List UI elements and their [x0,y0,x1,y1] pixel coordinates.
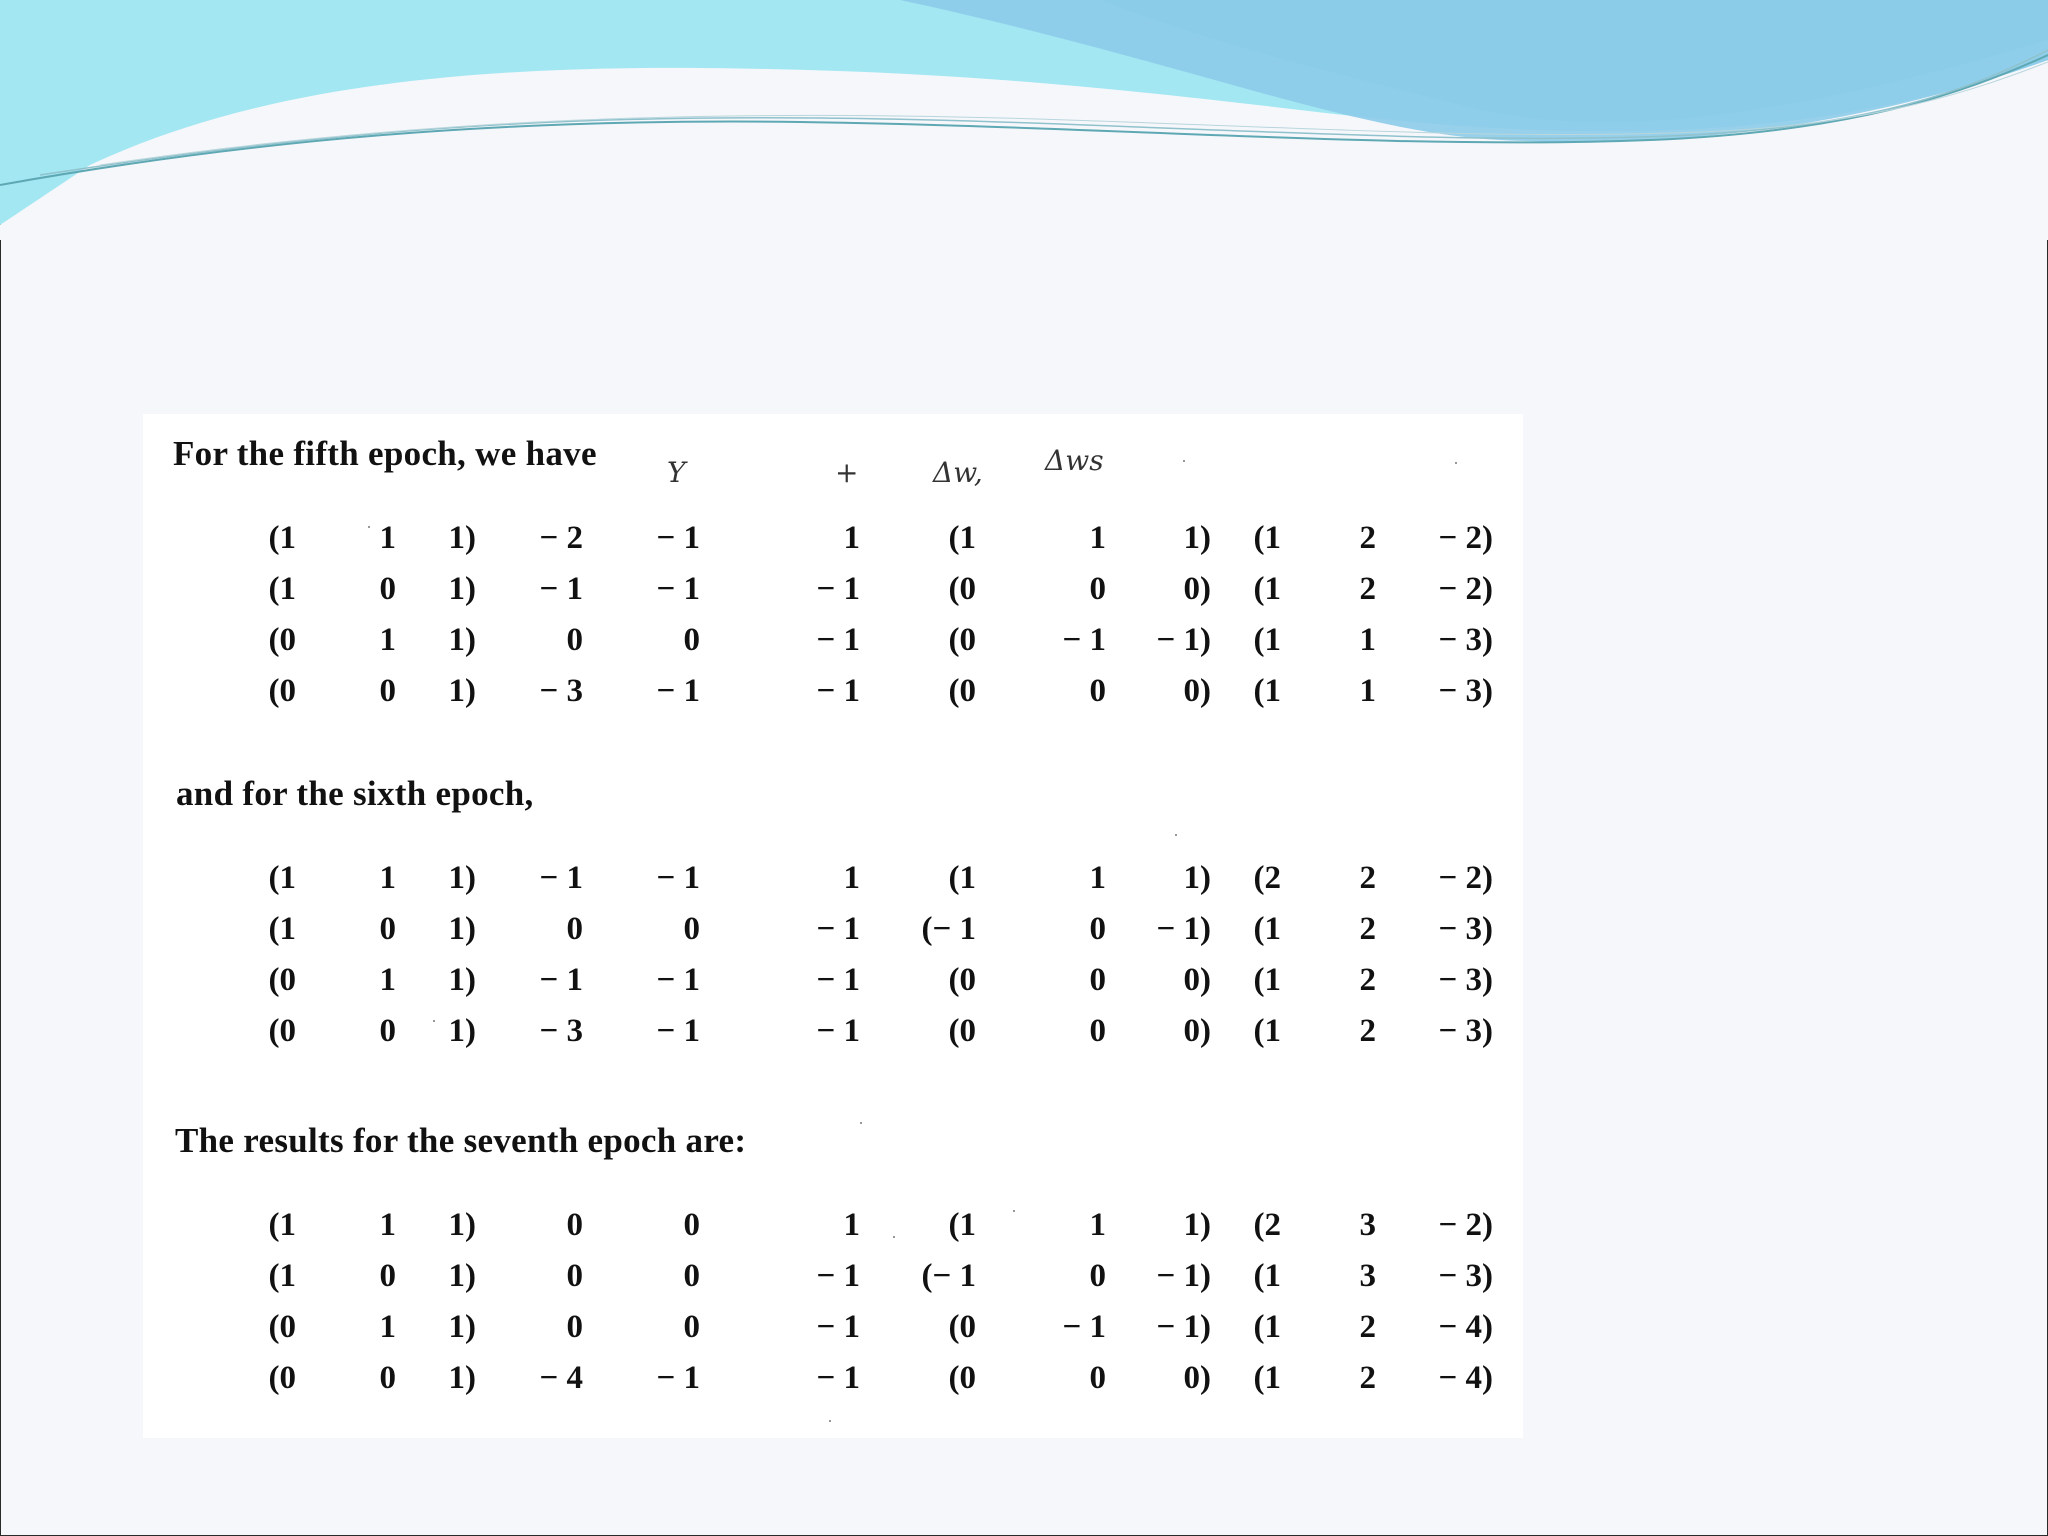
table-cell: 2 [1359,571,1376,607]
table-cell: 1) [448,911,476,947]
table-cell: − 1 [539,571,583,607]
table-cell: 2 [1359,860,1376,896]
table-cell: (1 [1253,911,1281,947]
table-cell: − 3 [539,1013,583,1049]
table-cell: − 1 [539,860,583,896]
table-cell: − 3) [1438,622,1493,658]
table-cell: (0 [948,571,976,607]
table-cell: 1) [448,860,476,896]
handwritten-annotation: Δws [1045,444,1104,477]
table-cell: − 4) [1438,1360,1493,1396]
table-cell: − 3 [539,673,583,709]
table-cell: 3 [1359,1258,1376,1294]
table-cell: − 2) [1438,571,1493,607]
table-cell: (0 [948,1013,976,1049]
table-cell: 1) [448,1207,476,1243]
table-cell: − 3) [1438,962,1493,998]
table-cell: − 3) [1438,911,1493,947]
table-cell: 1 [1089,520,1106,556]
table-cell: − 1 [816,1258,860,1294]
table-cell: (0 [948,673,976,709]
table-cell: (1 [268,1207,296,1243]
table-cell: 0 [566,1309,583,1345]
table-cell: − 1 [656,1013,700,1049]
table-cell: − 1 [656,520,700,556]
table-cell: − 1) [1156,622,1211,658]
table-cell: − 4) [1438,1309,1493,1345]
header-wave-decoration [0,0,2048,240]
table-cell: 0 [379,1360,396,1396]
table-cell: 0 [1089,911,1106,947]
table-cell: (1 [1253,1013,1281,1049]
table-cell: 1) [448,1013,476,1049]
table-cell: 1) [448,622,476,658]
table-cell: − 4 [539,1360,583,1396]
scan-speck [368,526,370,528]
table-cell: (1 [948,520,976,556]
table-cell: (0 [948,622,976,658]
table-cell: − 1 [656,571,700,607]
table-cell: 0 [379,571,396,607]
table-cell: 0 [1089,1258,1106,1294]
table-cell: 1 [1359,622,1376,658]
table-cell: 0 [1089,1360,1106,1396]
table-cell: 1 [1089,860,1106,896]
table-cell: 1 [1089,1207,1106,1243]
table-cell: 2 [1359,1013,1376,1049]
table-cell: − 1) [1156,1309,1211,1345]
table-cell: (1 [1253,673,1281,709]
table-cell: 1) [1183,860,1211,896]
handwritten-annotation: Y [667,456,686,489]
table-cell: 0 [1089,1013,1106,1049]
table-cell: 1) [1183,520,1211,556]
scan-speck [433,1020,435,1022]
table-cell: (1 [1253,520,1281,556]
table-cell: − 1 [539,962,583,998]
table-cell: (0 [268,1360,296,1396]
table-cell: 0 [379,1013,396,1049]
table-cell: − 1) [1156,1258,1211,1294]
scan-speck [860,1122,862,1124]
table-cell: 1) [448,1309,476,1345]
table-cell: 0) [1183,571,1211,607]
table-cell: 3 [1359,1207,1376,1243]
table-cell: 2 [1359,520,1376,556]
table-cell: − 1) [1156,911,1211,947]
table-cell: (1 [1253,571,1281,607]
table-cell: 1 [379,1309,396,1345]
table-cell: (1 [1253,962,1281,998]
handwritten-annotation: + [835,456,859,489]
table-cell: 1) [448,1258,476,1294]
table-cell: (0 [268,1013,296,1049]
table-cell: 0 [683,1207,700,1243]
table-cell: (− 1 [921,911,976,947]
table-cell: − 1 [1062,622,1106,658]
table-cell: 1 [379,622,396,658]
table-cell: − 1 [816,1013,860,1049]
heading-seventh-epoch: The results for the seventh epoch are: [175,1121,747,1160]
table-cell: − 1 [656,673,700,709]
table-cell: (2 [1253,860,1281,896]
table-cell: 0 [683,1309,700,1345]
table-cell: − 2) [1438,520,1493,556]
table-cell: (0 [268,1309,296,1345]
table-cell: − 1 [816,1309,860,1345]
table-cell: − 2) [1438,1207,1493,1243]
scan-speck [1175,834,1177,836]
table-cell: (1 [1253,1258,1281,1294]
table-cell: (0 [268,673,296,709]
table-cell: 2 [1359,1360,1376,1396]
table-cell: − 1 [1062,1309,1106,1345]
table-cell: 1 [1359,673,1376,709]
table-cell: 1) [448,673,476,709]
table-cell: (1 [948,860,976,896]
scan-speck [829,1420,831,1422]
table-cell: (0 [948,962,976,998]
table-cell: 1) [448,571,476,607]
table-cell: (1 [268,520,296,556]
scan-speck [893,1236,895,1238]
table-cell: − 1 [656,860,700,896]
scan-speck [1013,1210,1015,1212]
table-cell: 0 [379,673,396,709]
table-cell: − 1 [656,1360,700,1396]
table-cell: − 2) [1438,860,1493,896]
table-cell: 0 [683,1258,700,1294]
table-cell: (1 [268,571,296,607]
table-cell: 1 [843,520,860,556]
table-cell: (0 [948,1360,976,1396]
table-cell: 0 [566,1258,583,1294]
table-cell: 1) [448,1360,476,1396]
table-cell: 1 [843,860,860,896]
table-cell: − 1 [816,673,860,709]
heading-fifth-epoch: For the fifth epoch, we have [173,434,597,473]
table-cell: 1 [379,962,396,998]
table-cell: − 1 [656,962,700,998]
table-cell: − 1 [816,571,860,607]
table-cell: (1 [948,1207,976,1243]
table-cell: 2 [1359,911,1376,947]
table-cell: 1 [379,860,396,896]
scanned-page [143,414,1523,1438]
table-cell: (0 [268,622,296,658]
table-cell: 0) [1183,1013,1211,1049]
table-cell: 0 [1089,962,1106,998]
table-cell: − 1 [816,622,860,658]
table-cell: (1 [268,860,296,896]
table-cell: − 2 [539,520,583,556]
table-cell: (1 [268,1258,296,1294]
table-cell: 0 [566,1207,583,1243]
table-cell: 1 [843,1207,860,1243]
table-cell: (2 [1253,1207,1281,1243]
table-cell: − 3) [1438,673,1493,709]
table-cell: 0 [683,911,700,947]
table-cell: 0 [683,622,700,658]
table-cell: − 1 [816,1360,860,1396]
table-cell: 1 [379,520,396,556]
table-cell: 1) [448,520,476,556]
table-cell: − 1 [816,962,860,998]
table-cell: 1) [1183,1207,1211,1243]
table-cell: (− 1 [921,1258,976,1294]
table-cell: (0 [948,1309,976,1345]
table-cell: 2 [1359,1309,1376,1345]
table-cell: − 1 [816,911,860,947]
table-cell: 0) [1183,673,1211,709]
table-cell: (0 [268,962,296,998]
table-cell: 0 [1089,673,1106,709]
table-cell: 0 [1089,571,1106,607]
table-cell: 0 [379,1258,396,1294]
scan-speck [1455,462,1457,464]
table-cell: − 3) [1438,1013,1493,1049]
table-cell: 0 [566,911,583,947]
table-cell: (1 [1253,1309,1281,1345]
scan-speck [1183,460,1185,462]
table-cell: 2 [1359,962,1376,998]
table-cell: (1 [1253,1360,1281,1396]
table-cell: (1 [1253,622,1281,658]
table-cell: 0 [379,911,396,947]
table-cell: 0) [1183,1360,1211,1396]
table-cell: 1) [448,962,476,998]
heading-sixth-epoch: and for the sixth epoch, [176,774,534,813]
table-cell: − 3) [1438,1258,1493,1294]
table-cell: 0) [1183,962,1211,998]
handwritten-annotation: Δw, [933,456,983,489]
table-cell: (1 [268,911,296,947]
table-cell: 1 [379,1207,396,1243]
table-cell: 0 [566,622,583,658]
